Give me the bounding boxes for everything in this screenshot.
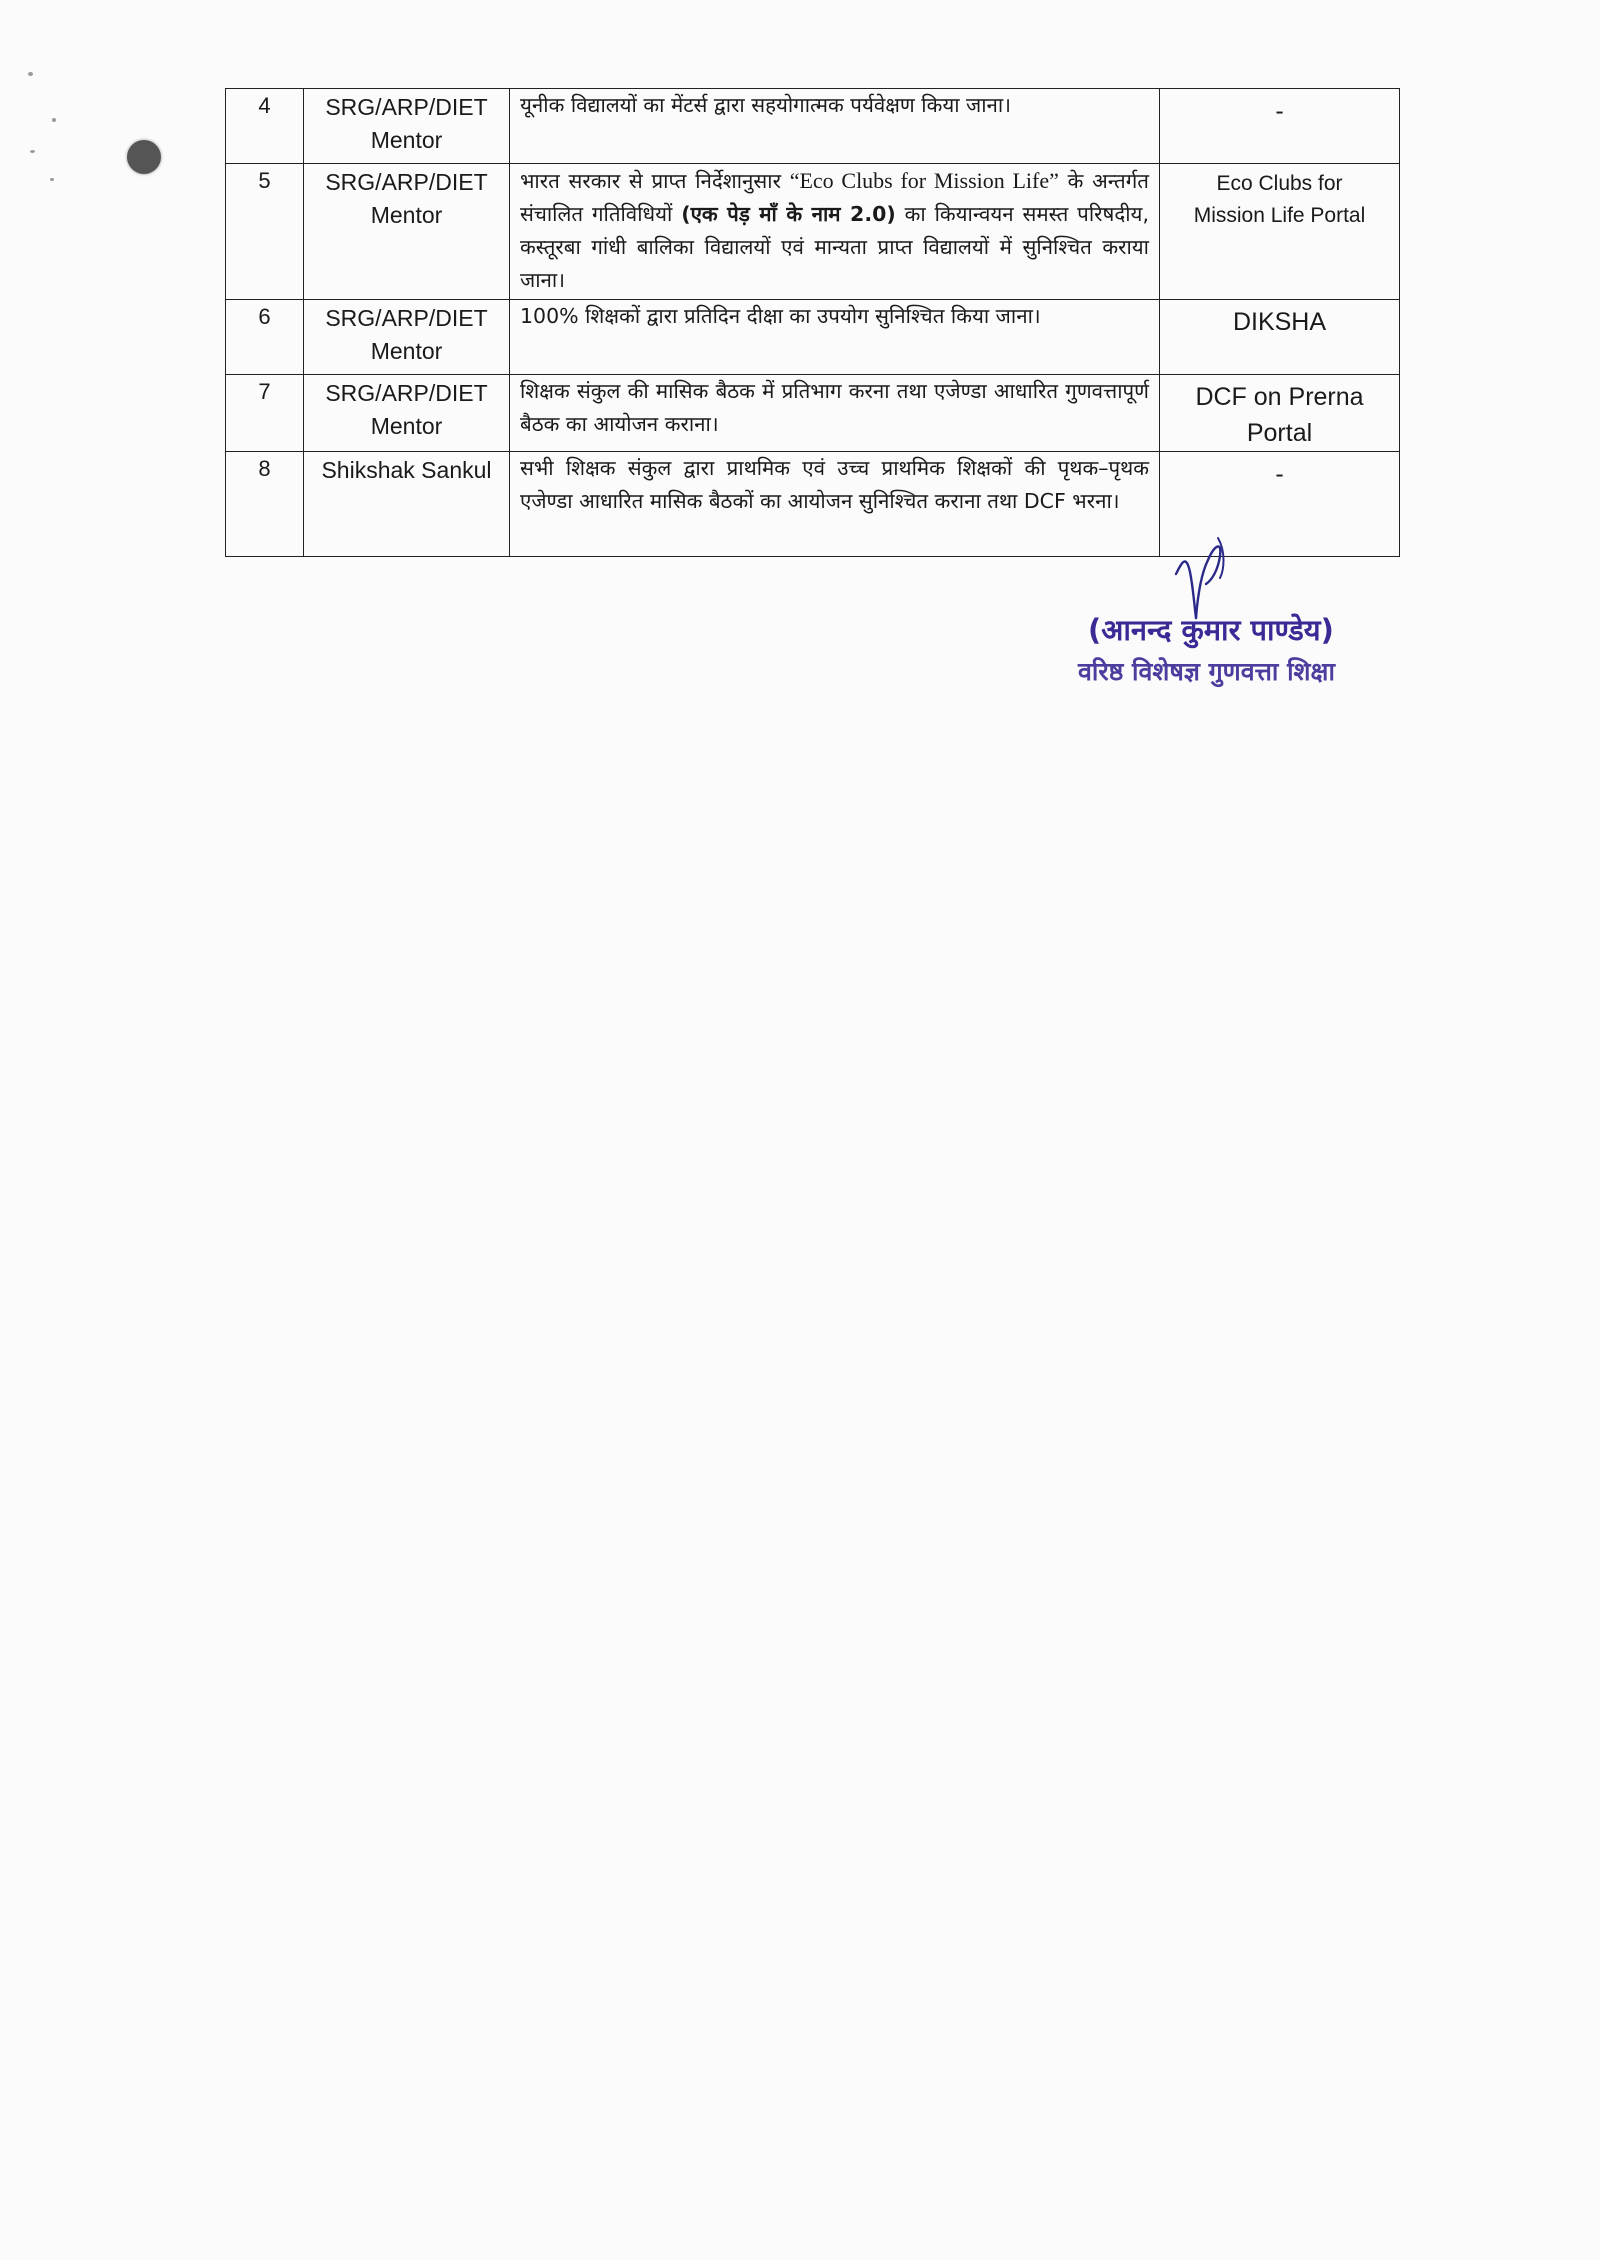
serial-number-cell: 6 [226,300,304,375]
paper-speck [50,178,54,181]
punch-hole [127,140,161,174]
tool-cell: DIKSHA [1160,300,1400,375]
responsible-cell [304,300,510,375]
table-row [226,375,1400,452]
tool-cell: - [1160,89,1400,164]
responsible-line: SRG/ARP/DIET [325,169,488,195]
serial-number-cell: 8 [226,452,304,557]
responsible-cell [304,375,510,452]
activity-text: के अन्तर्गत संचालित गतिविधियों [520,169,1149,226]
paper-speck [28,72,33,76]
table-row [226,164,1400,300]
tool-cell [1160,375,1400,452]
serial-number-cell: 4 [226,89,304,164]
activity-text: का कियान्वयन समस्त परिषदीय, कस्तूरबा गांधी बालिका विद्यालयों एवं मान्यता प्राप्त विद्यालयों में सुनिश्चित कराया जाना। [520,202,1149,292]
paper-speck [52,118,56,122]
tool-line: Portal [1246,419,1313,447]
tool-line: Mission Life Portal [1193,204,1366,227]
responsible-cell [304,89,510,164]
responsible-line: SRG/ARP/DIET [325,94,488,120]
responsible-line: SRG/ARP/DIET [325,380,488,406]
tool-cell: - [1160,452,1400,557]
responsible-cell [304,452,510,557]
activity-bold-text: (एक पेड़ माँ के नाम 2.0) [681,202,896,226]
responsible-cell [304,164,510,300]
activity-cell: सभी शिक्षक संकुल द्वारा प्राथमिक एवं उच्च प्राथमिक शिक्षकों की पृथक–पृथक एजेण्डा आधारित मासिक बैठकों का आयोजन सुनिश्चित कराना तथा DCF भरना। [510,452,1160,557]
table-row [226,300,1400,375]
responsible-line: SRG/ARP/DIET [325,305,488,331]
activity-cell: शिक्षक संकुल की मासिक बैठक में प्रतिभाग करना तथा एजेण्डा आधारित गुणवत्तापूर्ण बैठक का आयोजन कराना। [510,375,1160,452]
responsible-line: Mentor [370,413,443,439]
eco-clubs-quote: “Eco Clubs for Mission Life” [789,168,1059,193]
table-row [226,89,1400,164]
activity-cell: यूनीक विद्यालयों का मेंटर्स द्वारा सहयोगात्मक पर्यवेक्षण किया जाना। [510,89,1160,164]
tool-line: Eco Clubs for [1216,172,1343,195]
serial-number-cell: 5 [226,164,304,300]
signatory-designation: वरिष्ठ विशेषज्ञ गुणवत्ता शिक्षा [1078,657,1335,686]
activity-cell: 100% शिक्षकों द्वारा प्रतिदिन दीक्षा का उपयोग सुनिश्चित किया जाना। [510,300,1160,375]
responsible-line: Shikshak Sankul [321,457,492,483]
activity-text: भारत सरकार से प्राप्त निर्देशानुसार [520,169,781,193]
signatory-name: (आनन्द कुमार पाण्डेय) [1088,613,1334,647]
handwritten-signature [1160,532,1270,622]
activity-cell [510,164,1160,300]
paper-speck [30,150,35,153]
responsible-line: Mentor [370,127,443,153]
tool-line: DCF on Prerna [1195,383,1364,411]
responsible-line: Mentor [370,338,443,364]
activity-table [225,88,1400,557]
responsible-line: Mentor [370,202,443,228]
serial-number-cell: 7 [226,375,304,452]
tool-cell [1160,164,1400,300]
